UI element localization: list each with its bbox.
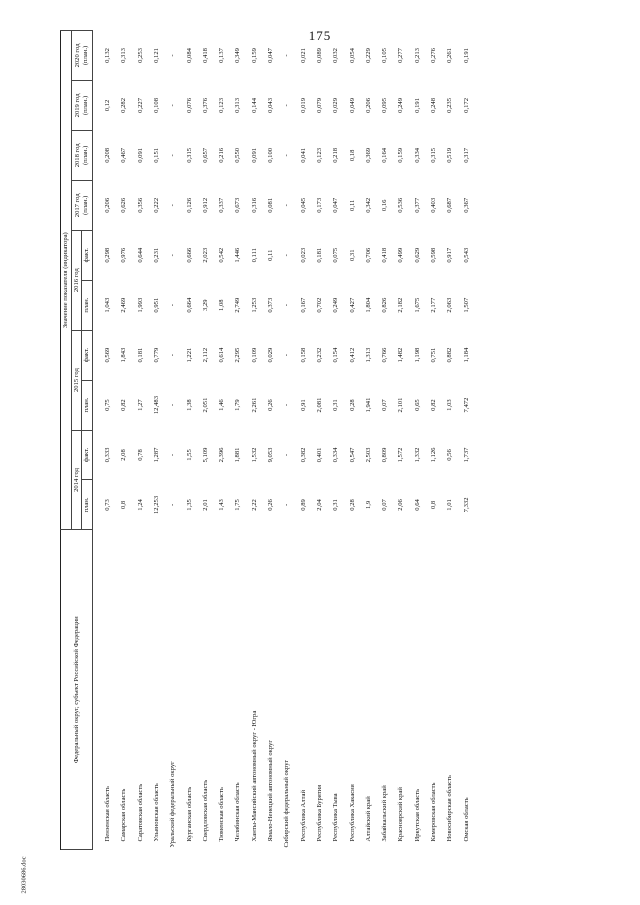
value-cell: 0,882 — [446, 347, 454, 363]
page-number: 175 — [308, 28, 332, 43]
value-cell: 2,182 — [397, 297, 405, 313]
value-cell: 0,547 — [348, 447, 356, 463]
value-cell: 2,081 — [315, 397, 323, 413]
value-cell: 0,412 — [348, 347, 356, 363]
value-cell: 0,542 — [218, 247, 226, 263]
plan-2014-header: план. — [82, 480, 93, 530]
value-cell: 0,023 — [299, 247, 307, 263]
value-cell: 1,9 — [364, 500, 372, 510]
value-cell: 1,184 — [462, 347, 470, 363]
value-cell: 5,109 — [201, 447, 209, 463]
indicator-table — [60, 30, 475, 850]
value-cell: 0,208 — [104, 147, 112, 163]
value-cell: 2,08 — [120, 449, 128, 461]
value-cell: 0,11 — [267, 249, 275, 261]
region-name-cell: Самарская область — [120, 788, 128, 842]
value-cell: 2,503 — [364, 447, 372, 463]
value-cell: 2,396 — [218, 447, 226, 463]
value-cell: 0,349 — [234, 48, 242, 63]
value-cell: 0,12 — [104, 99, 112, 112]
table-row — [92, 31, 116, 850]
value-cell: 0,467 — [120, 147, 128, 163]
value-cell: - — [283, 453, 291, 457]
value-cell: 0,132 — [104, 48, 112, 63]
table-row — [377, 31, 393, 850]
value-cell: 0,8 — [120, 500, 128, 510]
value-cell: 0,081 — [267, 197, 275, 213]
value-cell: - — [169, 503, 177, 507]
value-cell: 0,315 — [430, 147, 438, 163]
value-cell: 0,373 — [267, 297, 275, 313]
value-cell: - — [169, 453, 177, 457]
table-body — [92, 31, 474, 850]
value-cell: 0,766 — [381, 347, 389, 363]
value-cell: 7,332 — [462, 497, 470, 513]
value-cell: 1,221 — [185, 347, 193, 363]
year-2018-plan-header: 2018 год (план.) — [71, 130, 92, 180]
value-cell: 1,79 — [234, 399, 242, 411]
region-name-cell: Ханты-Мансийский автономный округ - Югра — [250, 710, 258, 842]
value-cell: 0,109 — [250, 347, 258, 363]
value-cell: 0,951 — [152, 297, 160, 313]
table-row — [409, 31, 425, 850]
value-cell: 0,181 — [315, 247, 323, 263]
value-cell: 0,235 — [446, 98, 454, 113]
footer-document-code — [18, 845, 30, 905]
value-cell: 0,181 — [136, 347, 144, 363]
value-cell: 0,126 — [185, 197, 193, 213]
region-name-cell: Свердловская область — [201, 779, 209, 842]
table-row — [198, 31, 214, 850]
value-cell: 1,287 — [152, 447, 160, 463]
value-cell: 2,04 — [315, 499, 323, 511]
value-cell: 1,941 — [364, 397, 372, 413]
value-cell: 2,112 — [201, 347, 209, 363]
year-2014-header: 2014 год — [71, 430, 82, 530]
plan-2015-header: план. — [82, 380, 93, 430]
value-cell: 2,22 — [250, 499, 258, 511]
region-name-cell: Курганская область — [185, 786, 193, 842]
table-row — [393, 31, 409, 850]
value-cell: 0,100 — [267, 147, 275, 163]
value-cell: 0,227 — [136, 98, 144, 113]
value-cell: 1,55 — [185, 449, 193, 461]
value-cell: 0,021 — [299, 48, 307, 63]
region-name-cell: Иркутская область — [413, 788, 421, 842]
value-cell: 0,029 — [332, 98, 340, 113]
table-group-row — [165, 31, 181, 850]
value-cell: - — [169, 354, 177, 357]
table-row — [360, 31, 376, 850]
value-cell: 0,218 — [332, 147, 340, 163]
value-cell: 0,248 — [430, 98, 438, 113]
value-cell: 1,993 — [136, 297, 144, 313]
region-column-header: Федеральный округ, субъект Российской Федерации — [61, 530, 93, 850]
value-cell: 0,315 — [185, 147, 193, 163]
value-cell: 1,843 — [120, 347, 128, 363]
footer-code-text: 28030686.doc — [20, 856, 28, 894]
fact-2016-header: факт. — [82, 230, 93, 280]
value-cell: - — [169, 104, 177, 107]
value-cell: 0,282 — [120, 98, 128, 113]
value-cell: 1,24 — [136, 499, 144, 511]
value-cell: 0,826 — [381, 297, 389, 313]
value-cell: 1,01 — [446, 499, 454, 511]
value-cell: 0,079 — [315, 98, 323, 113]
value-cell: 0,019 — [299, 98, 307, 113]
value-cell: 0,550 — [234, 147, 242, 163]
value-cell: 0,206 — [104, 197, 112, 213]
value-cell: 0,084 — [185, 48, 193, 63]
table-row — [426, 31, 442, 850]
value-cell: 0,702 — [315, 297, 323, 313]
value-cell: 0,045 — [299, 197, 307, 213]
value-cell: 0,917 — [446, 247, 454, 263]
value-cell: 0,249 — [332, 297, 340, 313]
value-cell: 0,629 — [413, 247, 421, 263]
value-cell: 0,626 — [120, 197, 128, 213]
value-cell: 0,519 — [446, 147, 454, 163]
value-cell: - — [283, 54, 291, 57]
value-cell: 0,089 — [315, 48, 323, 63]
value-cell: 0,8 — [430, 500, 438, 510]
value-cell: 0,164 — [381, 147, 389, 163]
value-cell: 0,65 — [413, 399, 421, 411]
value-cell: 2,469 — [120, 297, 128, 313]
year-2020-plan-header: 2020 год (план.) — [71, 31, 92, 81]
value-cell: 1,737 — [462, 447, 470, 463]
region-name-cell: Кемеровская область — [430, 782, 438, 842]
value-cell: 0,158 — [299, 347, 307, 363]
value-cell: 0,666 — [185, 247, 193, 263]
value-cell: - — [283, 403, 291, 407]
value-cell: 0,31 — [332, 499, 340, 511]
value-cell: 0,779 — [152, 347, 160, 363]
value-cell: 0,376 — [201, 98, 209, 113]
year-2016-header: 2016 год — [71, 230, 82, 330]
region-name-cell: Челябинская область — [234, 782, 242, 842]
value-cell: 0,154 — [332, 347, 340, 363]
value-cell: 1,572 — [397, 447, 405, 463]
value-cell: 0,644 — [136, 247, 144, 263]
value-cell: 1,532 — [250, 447, 258, 463]
value-cell: 0,569 — [104, 347, 112, 363]
value-cell: 0,216 — [218, 147, 226, 163]
value-cell: 0,706 — [364, 247, 372, 263]
value-cell: 1,253 — [250, 297, 258, 313]
value-cell: 0,75 — [104, 399, 112, 411]
region-name-cell: Тюменская область — [218, 787, 226, 842]
value-cell: 0,499 — [397, 247, 405, 263]
fact-2014-header: факт. — [82, 430, 93, 480]
value-cell: 0,73 — [104, 499, 112, 511]
value-cell: 0,751 — [430, 347, 438, 363]
value-cell: 0,16 — [381, 199, 389, 212]
region-name-cell: Ульяновская область — [152, 783, 160, 842]
value-cell: 0,976 — [120, 247, 128, 263]
value-cell: 0,123 — [315, 147, 323, 163]
region-name-cell: Сибирский федеральный округ — [283, 759, 291, 848]
value-cell: 0,222 — [152, 197, 160, 213]
value-cell: 2,261 — [250, 397, 258, 413]
value-cell: - — [283, 254, 291, 257]
value-cell: 0,31 — [332, 399, 340, 411]
table-row — [328, 31, 344, 850]
value-cell: 0,82 — [120, 399, 128, 411]
value-cell: 0,78 — [136, 449, 144, 461]
value-cell: 0,664 — [185, 297, 193, 313]
value-cell: 0,418 — [201, 48, 209, 63]
value-cell: 0,598 — [430, 247, 438, 263]
table-row — [181, 31, 197, 850]
value-cell: 0,89 — [299, 499, 307, 511]
value-cell: 0,213 — [413, 48, 421, 63]
value-cell: 0,367 — [462, 197, 470, 213]
value-cell: 0,26 — [267, 399, 275, 411]
value-cell: 0,095 — [381, 98, 389, 113]
value-cell: 2,101 — [397, 397, 405, 413]
value-cell: 0,121 — [152, 48, 160, 63]
value-cell: 1,08 — [218, 299, 226, 311]
value-cell: 0,191 — [462, 48, 470, 63]
value-group-header: Значение показателя (индикатора) — [61, 31, 72, 530]
region-name-cell: Пензенская область — [104, 786, 112, 842]
value-cell: 0,427 — [348, 297, 356, 313]
value-cell: 0,159 — [250, 48, 258, 63]
value-cell: 0,111 — [250, 248, 258, 263]
value-cell: - — [169, 254, 177, 257]
value-cell: 0,657 — [201, 147, 209, 163]
value-cell: 0,912 — [201, 197, 209, 213]
table-row — [344, 31, 360, 850]
value-cell: 0,07 — [381, 499, 389, 511]
value-cell: 0,261 — [446, 48, 454, 63]
value-cell: 0,076 — [185, 98, 193, 113]
region-name-cell: Красноярский край — [397, 787, 405, 842]
value-cell: 0,334 — [413, 147, 421, 163]
value-cell: 0,047 — [267, 48, 275, 63]
year-2019-plan-header: 2019 год (план.) — [71, 80, 92, 130]
region-name-cell: Ямало-Ненецкий автономный округ — [267, 739, 275, 842]
table-row — [149, 31, 165, 850]
value-cell: 0,28 — [348, 399, 356, 411]
value-cell: - — [283, 204, 291, 207]
value-cell: 0,26 — [267, 499, 275, 511]
value-cell: 1,35 — [185, 499, 193, 511]
value-cell: 0,316 — [250, 197, 258, 213]
value-cell: - — [169, 204, 177, 207]
value-cell: 0,043 — [267, 98, 275, 113]
value-cell: 2,749 — [234, 297, 242, 313]
value-cell: 0,614 — [218, 347, 226, 363]
value-cell: 1,804 — [364, 297, 372, 313]
value-cell: 7,472 — [462, 397, 470, 413]
value-cell: 1,27 — [136, 399, 144, 411]
value-cell: 1,332 — [413, 447, 421, 463]
value-cell: 1,881 — [234, 447, 242, 463]
value-cell: 2,01 — [201, 499, 209, 511]
value-cell: 1,75 — [234, 499, 242, 511]
region-name-cell: Республика Тыва — [332, 793, 340, 842]
value-cell: - — [283, 154, 291, 157]
table-row — [263, 31, 279, 850]
value-cell: - — [283, 104, 291, 107]
value-cell: 2,295 — [234, 347, 242, 363]
region-name-cell: Республика Алтай — [299, 790, 307, 842]
value-cell: 0,151 — [152, 147, 160, 163]
year-2017-plan-header: 2017 год (план.) — [71, 180, 92, 230]
table-row — [132, 31, 148, 850]
value-cell: 0,049 — [348, 98, 356, 113]
value-cell: 0,054 — [348, 48, 356, 63]
value-cell: 1,675 — [413, 297, 421, 313]
value-cell: 0,047 — [332, 197, 340, 213]
value-cell: 0,369 — [364, 147, 372, 163]
fact-2015-header: факт. — [82, 330, 93, 380]
value-cell: 0,403 — [430, 197, 438, 213]
plan-2016-header: план. — [82, 280, 93, 330]
region-name-cell: Уральский федеральный округ — [169, 761, 177, 848]
table-row — [214, 31, 230, 850]
value-cell: - — [169, 304, 177, 307]
value-cell: 1,507 — [462, 297, 470, 313]
value-cell: 0,536 — [397, 197, 405, 213]
year-2015-header: 2015 год — [71, 330, 82, 430]
region-name-cell: Республика Хакасия — [348, 784, 356, 842]
value-cell: 0,91 — [299, 399, 307, 411]
table-row — [116, 31, 132, 850]
region-name-cell: Омская область — [462, 797, 470, 842]
table-row — [246, 31, 262, 850]
rotated-table-container — [60, 30, 560, 850]
value-cell: 0,108 — [152, 98, 160, 113]
value-cell: 0,229 — [364, 48, 372, 63]
value-cell: 0,032 — [332, 48, 340, 63]
value-cell: - — [283, 354, 291, 357]
value-cell: 1,03 — [446, 399, 454, 411]
value-cell: 0,276 — [430, 48, 438, 63]
value-cell: 0,091 — [136, 147, 144, 163]
value-cell: 0,075 — [332, 247, 340, 263]
value-cell: 12,483 — [152, 395, 160, 415]
value-cell: 0,337 — [218, 197, 226, 213]
value-cell: 0,31 — [348, 249, 356, 262]
value-cell: 0,253 — [136, 48, 144, 63]
value-cell: 0,11 — [348, 199, 356, 211]
region-name-cell: Республика Бурятия — [315, 784, 323, 842]
region-name-cell: Саратовская область — [136, 783, 144, 842]
value-cell: 0,105 — [381, 48, 389, 63]
value-cell: 0,28 — [348, 499, 356, 511]
value-cell: - — [283, 304, 291, 307]
value-cell: 0,041 — [299, 147, 307, 163]
value-cell: 2,023 — [201, 247, 209, 263]
value-cell: 0,82 — [430, 399, 438, 411]
value-cell: 0,382 — [299, 447, 307, 463]
value-cell: 0,144 — [250, 98, 258, 113]
value-cell: 12,253 — [152, 495, 160, 514]
value-cell: 1,46 — [218, 399, 226, 411]
value-cell: 0,172 — [462, 98, 470, 113]
value-cell: - — [169, 54, 177, 57]
table-row — [458, 31, 474, 850]
value-cell: 0,418 — [381, 247, 389, 263]
value-cell: 0,123 — [218, 98, 226, 113]
value-cell: 1,43 — [218, 499, 226, 511]
value-cell: 0,159 — [397, 147, 405, 163]
value-cell: - — [169, 403, 177, 407]
value-cell: 2,06 — [397, 499, 405, 511]
value-cell: 0,137 — [218, 48, 226, 63]
value-cell: 0,231 — [152, 247, 160, 263]
value-cell: 0,029 — [267, 347, 275, 363]
value-cell: 0,401 — [315, 447, 323, 463]
value-cell: 0,64 — [413, 499, 421, 511]
value-cell: 0,07 — [381, 399, 389, 411]
value-cell: 0,277 — [397, 48, 405, 63]
value-cell: 2,177 — [430, 297, 438, 313]
value-cell: 0,673 — [234, 197, 242, 213]
value-cell: 1,446 — [234, 247, 242, 263]
value-cell: 0,298 — [104, 247, 112, 263]
value-cell: 0,317 — [462, 147, 470, 163]
value-cell: 0,191 — [413, 98, 421, 113]
value-cell: 1,043 — [104, 297, 112, 313]
table-row — [442, 31, 458, 850]
value-cell: 3,29 — [201, 299, 209, 311]
table-row — [312, 31, 328, 850]
value-cell: 0,377 — [413, 197, 421, 213]
value-cell: 0,333 — [104, 447, 112, 463]
value-cell: 1,313 — [364, 347, 372, 363]
value-cell: 0,091 — [250, 147, 258, 163]
value-cell: 0,313 — [120, 48, 128, 63]
value-cell: 1,482 — [397, 347, 405, 363]
region-name-cell: Новосибирская область — [446, 775, 454, 842]
value-cell: 2,063 — [446, 297, 454, 313]
value-cell: 1,126 — [430, 447, 438, 463]
value-cell: 0,342 — [364, 197, 372, 213]
value-cell: 9,053 — [267, 447, 275, 463]
value-cell: 0,356 — [136, 197, 144, 213]
value-cell: - — [169, 154, 177, 157]
value-cell: 0,809 — [381, 447, 389, 463]
value-cell: 0,206 — [364, 98, 372, 113]
region-name-cell: Забайкальский край — [381, 785, 389, 842]
value-cell: 0,249 — [397, 98, 405, 113]
value-cell: 0,18 — [348, 149, 356, 162]
table-row — [230, 31, 246, 850]
value-cell: 1,38 — [185, 399, 193, 411]
region-name-cell: Алтайский край — [364, 796, 372, 842]
value-cell: 0,232 — [315, 347, 323, 363]
value-cell: - — [283, 503, 291, 507]
value-cell: 2,051 — [201, 397, 209, 413]
table-group-row — [279, 31, 295, 850]
value-cell: 0,687 — [446, 197, 454, 213]
value-cell: 1,198 — [413, 347, 421, 363]
value-cell: 0,167 — [299, 297, 307, 313]
table-row — [295, 31, 311, 850]
value-cell: 0,173 — [315, 197, 323, 213]
value-cell: 0,56 — [446, 449, 454, 461]
value-cell: 0,334 — [332, 447, 340, 463]
value-cell: 0,543 — [462, 247, 470, 263]
value-cell: 0,313 — [234, 98, 242, 113]
